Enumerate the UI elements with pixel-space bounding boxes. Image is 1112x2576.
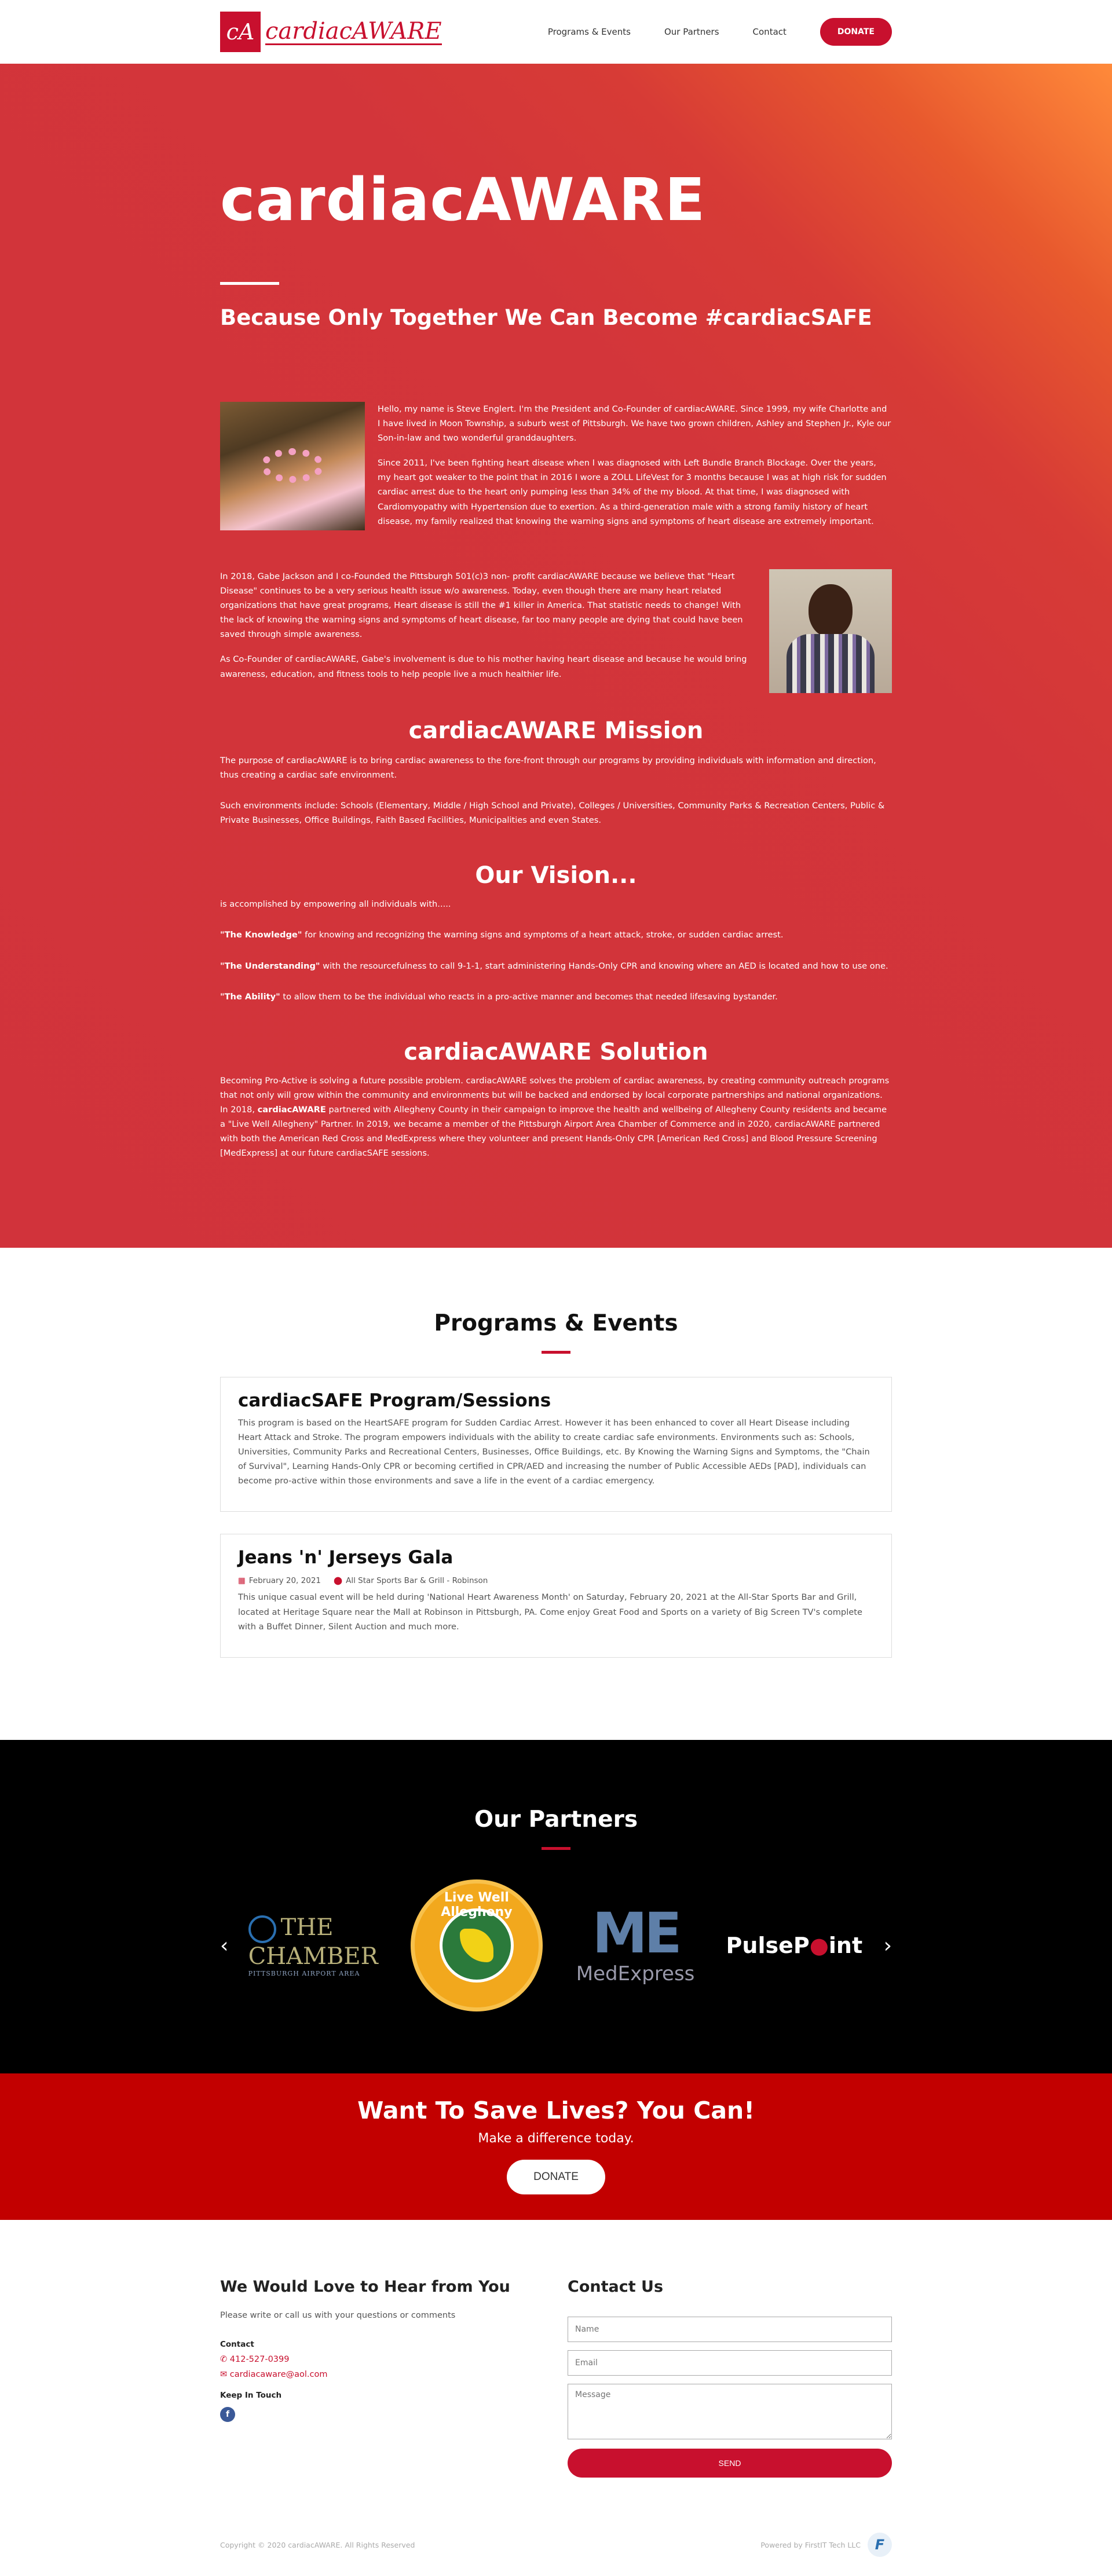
mission-title: cardiacAWARE Mission xyxy=(408,717,704,744)
solution-text-a: Becoming Pro-Active is solving a future possible problem. cardiacAWARE solves the problem of cardiac awareness, by creating community outreach programs that not only will grow within the community and environments but will be backed and endorsed by local corporate partnerships and national organizations. In 2018, xyxy=(220,1075,890,1115)
phone-icon: ✆ xyxy=(220,2355,230,2364)
partners-title: Our Partners xyxy=(474,1807,638,1833)
copyright-text: Copyright © 2020 cardiacAWARE. All Rights Reserved xyxy=(220,2540,415,2549)
nav-link-contact[interactable]: Contact xyxy=(752,27,787,37)
site-logo[interactable] xyxy=(220,12,442,52)
logo-text: cardiacAWARE xyxy=(265,17,442,45)
facebook-icon[interactable]: f xyxy=(220,2407,235,2422)
message-textarea[interactable] xyxy=(568,2384,892,2439)
vision-ability-label: "The Ability" xyxy=(220,991,280,1002)
solution-text-bold: cardiacAWARE xyxy=(257,1104,326,1115)
partners-carousel xyxy=(220,1876,892,2015)
chamber-name: THE CHAMBER xyxy=(248,1914,378,1970)
partner-logo-medexpress[interactable] xyxy=(566,1876,705,2015)
founder-bio-steve xyxy=(220,402,892,530)
contact-heading: Contact xyxy=(220,2340,254,2349)
title-divider xyxy=(542,1847,570,1850)
cta-subtitle: Make a difference today. xyxy=(478,2131,634,2146)
solution-paragraph xyxy=(220,1073,892,1161)
medx-mark: ME xyxy=(592,1901,679,1966)
program-card-text: This program is based on the HeartSAFE program for Sudden Cardiac Arrest. However it has been enhanced to cover all Heart Disease including Heart Attack and Stroke. The program empowers individuals with the ability to create cardiac safe environments. Environments such as: Schools, Universities, Community Parks and Recreational Centers, Businesses, Office Buildings, etc. By Knowing the Warning Signs and Symptoms, the "Chain of Survival", Learning Hands-Only CPR or becoming certified in CPR/AED and increasing the number of Public Accessible AEDs [PAD], individuals can become pro-active within those environments and save a life in the event of a cardiac emergency. xyxy=(238,1418,870,1486)
hero-divider xyxy=(220,282,279,285)
solution-title: cardiacAWARE Solution xyxy=(404,1038,708,1065)
event-card xyxy=(220,1534,892,1657)
lwa-text: Live Well Allegheny xyxy=(441,1890,513,1919)
nav-donate-button[interactable]: DONATE xyxy=(820,18,892,46)
contact-info-title: We Would Love to Hear from You xyxy=(220,2278,510,2296)
vision-knowledge xyxy=(220,928,892,942)
vision-title: Our Vision... xyxy=(475,862,637,889)
founder-bio-gabe xyxy=(220,569,892,693)
phone-number: 412-527-0399 xyxy=(229,2355,290,2364)
send-button[interactable]: SEND xyxy=(568,2449,892,2478)
vision-knowledge-text: for knowing and recognizing the warning signs and symptoms of a heart attack, stroke, or sudden cardiac arrest. xyxy=(302,930,784,940)
bio-paragraph: Since 2011, I've been fighting heart disease when I was diagnosed with Left Bundle Branch Blockage. Over the years, my heart got weaker to the point that in 2016 I wore a ZOLL LifeVest for 3 months because I was at high risk for sudden cardiac arrest due to the heart only pumping less than 34% of the my blood. At that time, I was diagnosed with Cardiomyopathy with Hypertension due to exertion. As a third-generation male with a strong family history of heart disease, my family realized that knowing the warning signs and symptoms of heart disease are extremely important. xyxy=(378,458,887,526)
name-input[interactable] xyxy=(568,2317,892,2342)
contact-lead: Please write or call us with your questions or comments xyxy=(220,2311,456,2320)
event-card-title[interactable]: Jeans 'n' Jerseys Gala xyxy=(238,1547,453,1569)
event-date xyxy=(238,1576,321,1585)
top-nav xyxy=(0,0,1112,64)
hero-title: cardiacAWARE xyxy=(220,166,706,234)
founder-photo-gabe xyxy=(769,569,892,693)
firstit-badge-icon[interactable]: F xyxy=(868,2533,892,2557)
partner-logo-pulsepoint[interactable] xyxy=(725,1876,864,2015)
pulse-text-b: int xyxy=(828,1933,863,1958)
carousel-next-arrow-icon[interactable]: › xyxy=(883,1933,892,1958)
main-menu xyxy=(548,18,892,46)
cta-section xyxy=(0,2073,1112,2220)
partners-section xyxy=(0,1740,1112,2073)
event-card-text: This unique casual event will be held during 'National Heart Awareness Month' on Saturday, February 20, 2021 at the All-Star Sports Bar and Grill, located at Heritage Square near the Mall at Robinson in Pittsburgh, PA. Come enjoy Great Food and Sports on a variety of Big Screen TV's complete with a Buffet Dinner, Silent Auction and much more. xyxy=(238,1592,862,1632)
vision-understanding-text: with the resourcefulness to call 9-1-1, start administering Hands-Only CPR and knowing where an AED is located and how to use one. xyxy=(320,961,888,971)
programs-title: Programs & Events xyxy=(434,1310,678,1336)
partner-logo-live-well-allegheny[interactable] xyxy=(407,1876,546,2015)
vision-understanding-label: "The Understanding" xyxy=(220,961,320,971)
email-line[interactable] xyxy=(220,2370,544,2379)
solution-text-b: partnered with Allegheny County in their campaign to improve the health and wellbeing of Allegheny County residents and became a "Live Well Allegheny" Partner. In 2019, we became a member of the Pittsburgh Airport Area Chamber of Commerce and in 2020, cardiacAWARE partnered with both the American Red Cross and MedExpress where they volunteer and present Hands-Only CPR [American Red Cross] and Blood Pressure Screening [MedExpress] at our future cardiacSAFE sessions. xyxy=(220,1104,887,1159)
program-card xyxy=(220,1377,892,1512)
keep-in-touch-heading: Keep In Touch xyxy=(220,2391,282,2400)
program-card-title[interactable]: cardiacSAFE Program/Sessions xyxy=(238,1390,551,1411)
vision-knowledge-label: "The Knowledge" xyxy=(220,930,302,940)
contact-section xyxy=(0,2220,1112,2486)
hero-section xyxy=(0,64,1112,1248)
event-date-text: February 20, 2021 xyxy=(248,1576,321,1586)
vision-ability xyxy=(220,990,892,1004)
event-location xyxy=(334,1576,488,1585)
contact-form-title: Contact Us xyxy=(568,2278,664,2296)
bio-paragraph: Hello, my name is Steve Englert. I'm the President and Co-Founder of cardiacAWARE. Since 1999, my wife Charlotte and I have lived in Moon Township, a suburb west of Pittsburgh. We have two grown children, Ashley and Stephen Jr., Kyle our Son-in-law and two wonderful granddaughters. xyxy=(378,404,891,444)
cta-donate-button[interactable]: DONATE xyxy=(507,2160,605,2194)
medx-text: MedExpress xyxy=(576,1962,695,1985)
powered-by-link[interactable]: Powered by FirstIT Tech LLC xyxy=(760,2540,861,2549)
mission-paragraph: Such environments include: Schools (Elementary, Middle / High School and Private), Colleges / Universities, Community Parks & Recreation Centers, Public & Private Businesses, Office Buildings, Faith Based Facilities, Municipalities and even States. xyxy=(220,801,885,826)
event-location-text: All Star Sports Bar & Grill - Robinson xyxy=(346,1576,488,1586)
vision-understanding xyxy=(220,959,892,973)
nav-link-programs[interactable]: Programs & Events xyxy=(547,27,631,37)
pulse-dot: ● xyxy=(809,1933,829,1958)
chamber-subtitle: PITTSBURGH AIRPORT AREA xyxy=(248,1969,360,1977)
title-divider xyxy=(542,1351,570,1354)
site-footer xyxy=(0,2486,1112,2576)
founder-photo-steve xyxy=(220,402,365,530)
envelope-icon: ✉ xyxy=(220,2370,230,2379)
pulse-text-a: PulseP xyxy=(726,1933,810,1958)
hero-subtitle: Because Only Together We Can Become #cardiacSAFE xyxy=(220,305,872,330)
event-meta xyxy=(238,1576,874,1585)
calendar-icon: ▦ xyxy=(238,1576,246,1586)
phone-line[interactable] xyxy=(220,2355,544,2364)
vision-intro: is accomplished by empowering all individuals with..... xyxy=(220,899,451,910)
programs-section xyxy=(0,1248,1112,1740)
contact-info xyxy=(220,2278,544,2478)
email-address: cardiacaware@aol.com xyxy=(229,2370,328,2379)
globe-icon xyxy=(248,1915,276,1943)
nav-link-partners[interactable]: Our Partners xyxy=(664,27,719,37)
vision-ability-text: to allow them to be the individual who reacts in a pro-active manner and becomes that needed lifesaving bystander. xyxy=(280,991,778,1002)
logo-mark: cA xyxy=(220,12,261,52)
email-input[interactable] xyxy=(568,2350,892,2376)
bio-paragraph: In 2018, Gabe Jackson and I co-Founded the Pittsburgh 501(c)3 non- profit cardiacAWARE because we believe that "Heart Disease" continues to be a very serious health issue w/o awareness. Today, even though there are many heart related organizations that have great programs, Heart disease is still the #1 killer in America. That statistic needs to change! With the lack of knowing the warning signs and symptoms of heart disease, far too many people are dying that could have been saved through simple awareness. xyxy=(220,571,743,640)
partner-logo-chamber[interactable] xyxy=(248,1876,387,2015)
cta-title: Want To Save Lives? You Can! xyxy=(357,2097,755,2124)
contact-form xyxy=(568,2278,892,2478)
mission-paragraph: The purpose of cardiacAWARE is to bring cardiac awareness to the fore-front through our programs by providing individuals with information and direction, thus creating a cardiac safe environment. xyxy=(220,756,876,781)
bio-paragraph: As Co-Founder of cardiacAWARE, Gabe's involvement is due to his mother having heart disease and because he would bring awareness, education, and fitness tools to help people live a much healthier life. xyxy=(220,654,747,679)
carousel-prev-arrow-icon[interactable]: ‹ xyxy=(220,1933,229,1958)
map-pin-icon: ⬤ xyxy=(334,1576,343,1586)
